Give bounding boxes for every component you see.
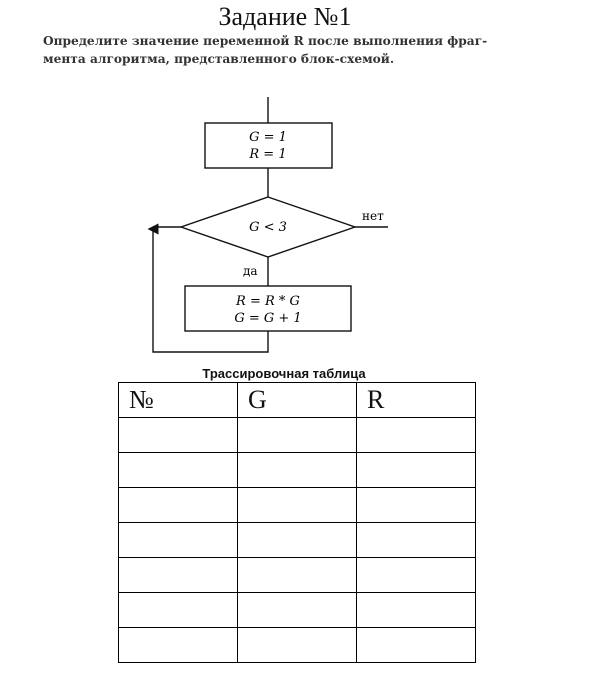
page-title: Задание №1: [218, 2, 352, 31]
cell-number[interactable]: [119, 628, 238, 663]
cell-number[interactable]: [119, 453, 238, 488]
flowchart: [40, 80, 540, 365]
cell-r[interactable]: [357, 488, 476, 523]
table-row: [119, 523, 476, 558]
trace-table-caption: Трассировочная таблица: [202, 366, 366, 381]
task-line-1: Определите значение переменной R после выполнения фраг-: [43, 34, 488, 48]
cell-r[interactable]: [357, 593, 476, 628]
cell-g[interactable]: [238, 488, 357, 523]
cell-g[interactable]: [238, 628, 357, 663]
table-row: [119, 453, 476, 488]
cell-number[interactable]: [119, 488, 238, 523]
cell-r[interactable]: [357, 628, 476, 663]
trace-table-header-row: [119, 383, 476, 418]
table-row: [119, 593, 476, 628]
cell-r[interactable]: [357, 453, 476, 488]
cell-g[interactable]: [238, 523, 357, 558]
body-line-1: R = R * G: [236, 294, 300, 309]
init-line-1: G = 1: [249, 130, 287, 145]
trace-table: [118, 382, 476, 663]
header-g: G: [238, 383, 357, 418]
header-r: R: [357, 383, 476, 418]
cell-g[interactable]: [238, 453, 357, 488]
init-line-2: R = 1: [249, 147, 287, 162]
cell-g[interactable]: [238, 418, 357, 453]
task-text: [43, 32, 543, 68]
cell-r[interactable]: [357, 523, 476, 558]
cell-number[interactable]: [119, 558, 238, 593]
cell-number[interactable]: [119, 418, 238, 453]
cell-number[interactable]: [119, 523, 238, 558]
no-label: нет: [362, 209, 384, 223]
cell-r[interactable]: [357, 558, 476, 593]
cell-r[interactable]: [357, 418, 476, 453]
cell-g[interactable]: [238, 558, 357, 593]
table-row: [119, 488, 476, 523]
body-line-2: G = G + 1: [234, 311, 302, 326]
table-row: [119, 628, 476, 663]
cell-g[interactable]: [238, 593, 357, 628]
table-row: [119, 418, 476, 453]
table-row: [119, 558, 476, 593]
yes-label: да: [243, 264, 258, 278]
header-number: №: [119, 383, 238, 418]
task-line-2: мента алгоритма, представленного блок-схемой.: [43, 52, 395, 66]
cell-number[interactable]: [119, 593, 238, 628]
condition-text: G < 3: [249, 220, 287, 235]
